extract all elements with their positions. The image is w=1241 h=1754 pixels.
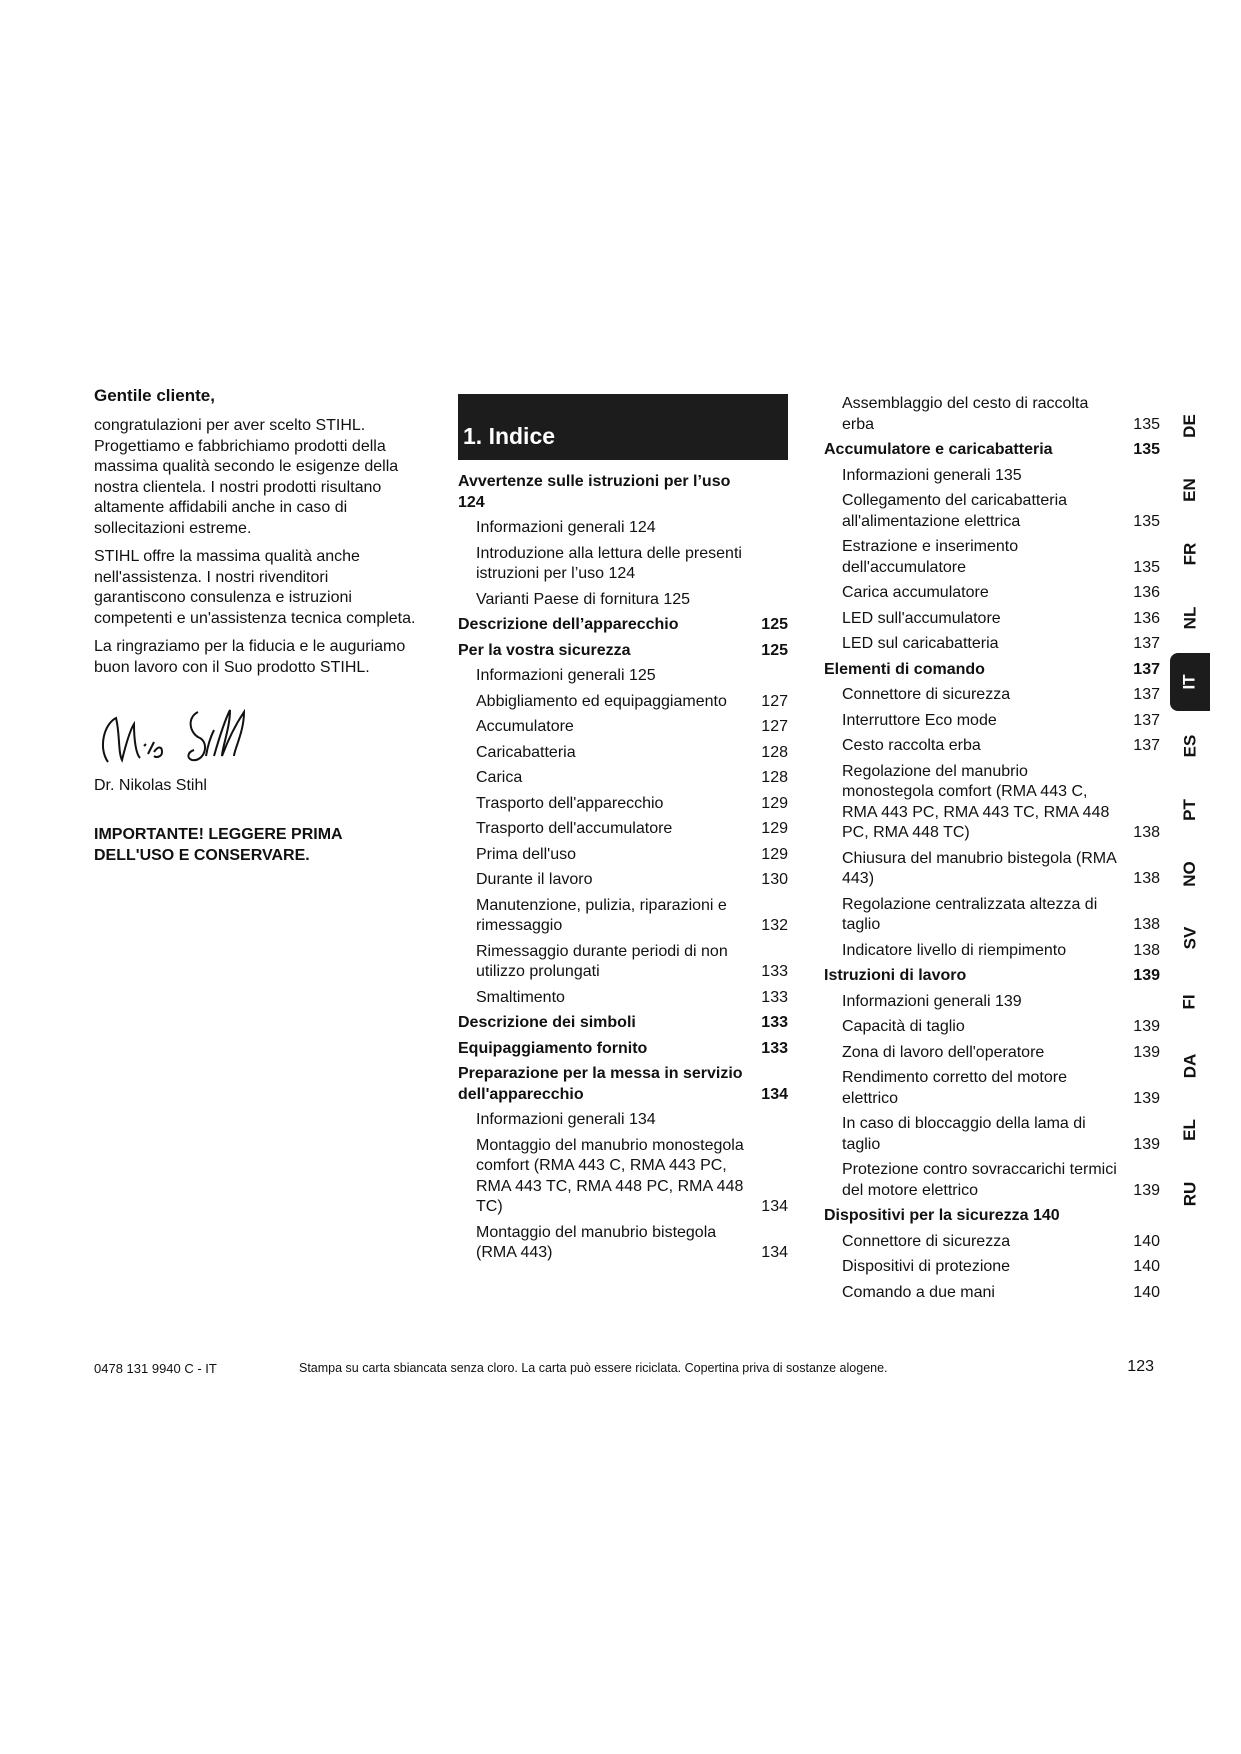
language-tab-fi[interactable]: [1170, 970, 1210, 1034]
toc-entry-page: 135: [1133, 512, 1160, 530]
toc-entry-title: Durante il lavoro: [476, 871, 593, 888]
toc-entry-page: 135: [1133, 558, 1160, 576]
toc-entry-page: 129: [761, 845, 788, 863]
toc-entry-page: 132: [761, 917, 788, 934]
toc-entry-page: 138: [1133, 916, 1160, 933]
toc-entry: [824, 762, 1160, 844]
index-title: 1. Indice: [458, 394, 788, 460]
toc-entry-page: 134: [761, 1085, 788, 1103]
toc-entry-title: Zona di lavoro dell'operatore: [842, 1043, 1045, 1061]
toc-entry: [458, 819, 788, 840]
toc-entry-title: Montaggio del manubrio bistegola (RMA 443): [476, 1223, 717, 1261]
toc-entry: [824, 941, 1160, 962]
toc-entry: [458, 615, 788, 636]
toc-entry-page: 139: [1133, 1181, 1160, 1199]
language-tab-da[interactable]: [1170, 1034, 1210, 1098]
toc-entry-title: Trasporto dell'accumulatore: [476, 820, 673, 837]
toc-entry-page: 129: [761, 820, 788, 837]
toc-entry: [824, 1160, 1160, 1201]
toc-entry-title: Connettore di sicurezza: [842, 686, 1011, 703]
toc-entry-title: Caricabatteria: [476, 743, 576, 761]
toc-entry-title: Accumulatore e caricabatteria: [824, 441, 1053, 458]
toc-entry-title: Rendimento corretto del motore elettrico: [842, 1069, 1067, 1107]
toc-entry: [824, 634, 1160, 655]
language-tab-label: FR: [1179, 542, 1199, 566]
toc-entry: [824, 711, 1160, 732]
toc-entry: [824, 736, 1160, 757]
welcome-letter: [94, 386, 424, 866]
toc-entry-title: Smaltimento: [476, 988, 565, 1006]
toc-entry-title: Avvertenze sulle istruzioni per l’uso 124: [458, 473, 731, 511]
toc-entry: [458, 472, 788, 513]
toc-entry-page: 137: [1133, 686, 1160, 703]
toc-entry-title: Regolazione centralizzata altezza di taglio: [842, 895, 1098, 933]
toc-entry-page: 136: [1133, 609, 1160, 627]
language-tab-label: PT: [1179, 799, 1199, 821]
letter-paragraph: congratulazioni per aver scelto STIHL. Progettiamo e fabbrichiamo prodotti della massima qualità secondo le esigenze della nostra clientela. I nostri prodotti risultano altamente affidabili anche in caso di sollecitazioni estreme.: [94, 417, 399, 537]
toc-entry-title: Abbigliamento ed equipaggiamento: [476, 692, 727, 710]
toc-entry-title: Informazioni generali 125: [476, 667, 656, 684]
toc-entry: [824, 1017, 1160, 1038]
toc-entry: [458, 743, 788, 764]
toc-entry-page: 133: [761, 963, 788, 980]
toc-entry-title: Informazioni generali 124: [476, 519, 656, 536]
document-code: 0478 131 9940 C - IT: [94, 1361, 217, 1376]
toc-entry-page: 139: [1133, 1018, 1160, 1035]
toc-entry: [824, 609, 1160, 630]
language-tab-ru[interactable]: [1170, 1162, 1210, 1226]
toc-entry-title: Interruttore Eco mode: [842, 711, 997, 729]
language-tab-fr[interactable]: [1170, 522, 1210, 586]
language-tab-label: EN: [1180, 478, 1199, 502]
language-tab-no[interactable]: [1170, 842, 1210, 906]
index-column-1: [458, 394, 788, 1269]
toc-entry-title: Equipaggiamento fornito: [458, 1039, 648, 1057]
toc-entry-title: In caso di bloccaggio della lama di taglio: [842, 1115, 1086, 1153]
toc-entry: [824, 440, 1160, 461]
language-tab-label: DA: [1180, 1053, 1199, 1079]
toc-entry-page: 140: [1133, 1283, 1160, 1301]
toc-entry-page: 135: [1133, 441, 1160, 458]
language-tab-label: DE: [1180, 414, 1199, 438]
toc-entry-page: 128: [761, 769, 788, 786]
language-tab-en[interactable]: [1170, 458, 1210, 522]
toc-entry-title: Regolazione del manubrio monostegola comfort (RMA 443 C, RMA 443 PC, RMA 443 TC, RMA 448 PC, RMA 448 TC): [842, 762, 1110, 841]
toc-entry-title: Accumulatore: [476, 718, 574, 735]
language-tab-label: RU: [1180, 1181, 1199, 1207]
toc-entry-page: 137: [1133, 635, 1160, 652]
toc-entry-title: Prima dell'uso: [476, 845, 576, 863]
toc-entry-title: Istruzioni di lavoro: [824, 967, 967, 984]
toc-entry: [458, 1013, 788, 1034]
language-tab-label: SV: [1180, 926, 1199, 950]
language-tab-nl[interactable]: [1170, 586, 1210, 650]
toc-entry: [824, 394, 1160, 435]
language-tab-label: NL: [1179, 606, 1199, 630]
toc-entry-page: 137: [1133, 660, 1160, 678]
toc-entry: [824, 491, 1160, 532]
toc-entry: [824, 1068, 1160, 1109]
toc-entry-title: Dispositivi per la sicurezza 140: [824, 1207, 1060, 1224]
toc-entry-title: Per la vostra sicurezza: [458, 641, 631, 659]
toc-entry-title: Estrazione e inserimento dell'accumulatore: [842, 538, 1019, 576]
toc-entry-page: 125: [761, 641, 788, 659]
toc-entry-page: 129: [761, 794, 788, 812]
toc-entry: [824, 1232, 1160, 1253]
toc-entry-title: Comando a due mani: [842, 1283, 995, 1301]
toc-entry: [458, 1110, 788, 1131]
toc-entry: [458, 942, 788, 983]
toc-entry: [824, 849, 1160, 890]
toc-entry-page: 130: [761, 871, 788, 888]
toc-entry-title: Dispositivi di protezione: [842, 1258, 1011, 1275]
index-column-2: [824, 394, 1160, 1308]
toc-entry-title: LED sul caricabatteria: [842, 635, 999, 652]
toc-entry-page: 140: [1133, 1232, 1160, 1250]
toc-entry: [824, 1043, 1160, 1064]
index-entries: [458, 472, 788, 1264]
signer-name: Dr. Nikolas Stihl: [94, 777, 207, 794]
toc-entry-title: Montaggio del manubrio monostegola comfort (RMA 443 C, RMA 443 PC, RMA 443 TC, RMA 448 PC, RMA 448 TC): [476, 1136, 744, 1215]
toc-entry-page: 133: [761, 988, 788, 1006]
toc-entry-title: Capacità di taglio: [842, 1018, 965, 1035]
print-note: Stampa su carta sbiancata senza cloro. La carta può essere riciclata. Copertina priva di sostanze alogene.: [299, 1361, 888, 1375]
toc-entry: [458, 870, 788, 891]
toc-entry: [824, 583, 1160, 604]
language-tab-label: ES: [1180, 734, 1199, 758]
toc-entry: [458, 1136, 788, 1218]
toc-entry-title: Trasporto dell'apparecchio: [476, 794, 664, 812]
toc-entry-title: Carica: [476, 769, 523, 786]
toc-entry-title: Indicatore livello di riempimento: [842, 941, 1067, 959]
toc-entry-title: Informazioni generali 134: [476, 1111, 656, 1128]
toc-entry: [824, 1206, 1160, 1227]
toc-entry: [458, 717, 788, 738]
toc-entry-title: Assemblaggio del cesto di raccolta erba: [842, 395, 1089, 433]
toc-entry-title: Collegamento del caricabatteria all'alimentazione elettrica: [842, 492, 1068, 530]
toc-entry-title: Descrizione dei simboli: [458, 1014, 636, 1031]
toc-entry: [458, 845, 788, 866]
toc-entry-title: Preparazione per la messa in servizio dell'apparecchio: [458, 1065, 743, 1103]
toc-entry-title: Cesto raccolta erba: [842, 737, 981, 754]
toc-entry: [824, 992, 1160, 1013]
toc-entry-title: Manutenzione, pulizia, riparazioni e rimessaggio: [476, 896, 727, 934]
toc-entry-title: Introduzione alla lettura delle presenti istruzioni per l’uso 124: [476, 544, 742, 582]
toc-entry: [824, 895, 1160, 936]
language-tab-sv[interactable]: [1170, 906, 1210, 970]
language-tab-el[interactable]: [1170, 1098, 1210, 1162]
toc-entry: [458, 666, 788, 687]
important-notice: IMPORTANTE! LEGGERE PRIMA DELL'USO E CONSERVARE.: [94, 826, 342, 864]
toc-entry-page: 138: [1133, 824, 1160, 841]
language-tab-es[interactable]: [1170, 714, 1210, 778]
toc-entry: [824, 1257, 1160, 1278]
toc-entry-page: 139: [1133, 967, 1160, 984]
toc-entry: [458, 518, 788, 539]
language-tab-pt[interactable]: [1170, 778, 1210, 842]
toc-entry: [824, 1283, 1160, 1304]
toc-entry: [824, 1114, 1160, 1155]
language-tab-de[interactable]: [1170, 394, 1210, 458]
toc-entry-title: Informazioni generali 135: [842, 466, 1022, 484]
toc-entry-title: Elementi di comando: [824, 660, 985, 678]
toc-entry: [458, 1223, 788, 1264]
toc-entry-page: 138: [1133, 941, 1160, 959]
toc-entry: [458, 544, 788, 585]
toc-entry-page: 133: [761, 1014, 788, 1031]
language-tab-label: IT: [1179, 674, 1199, 690]
toc-entry-page: 136: [1133, 584, 1160, 601]
index-entries: [824, 394, 1160, 1303]
toc-entry: [458, 896, 788, 937]
toc-entry: [824, 685, 1160, 706]
toc-entry: [824, 660, 1160, 681]
toc-entry-title: Varianti Paese di fornitura 125: [476, 590, 691, 608]
toc-entry-page: 139: [1133, 1043, 1160, 1061]
toc-entry-page: 139: [1133, 1135, 1160, 1153]
toc-entry: [458, 590, 788, 611]
toc-entry-page: 137: [1133, 737, 1160, 754]
toc-entry-title: Connettore di sicurezza: [842, 1232, 1011, 1250]
signature-image: [94, 704, 264, 774]
language-tab-label: FI: [1179, 994, 1199, 1010]
toc-entry-page: 125: [761, 616, 788, 633]
page-footer: [94, 1358, 1154, 1382]
language-tab-label: NO: [1180, 861, 1199, 887]
toc-entry-page: 128: [761, 743, 788, 761]
toc-entry: [458, 988, 788, 1009]
toc-entry: [824, 537, 1160, 578]
toc-entry-page: 133: [761, 1039, 788, 1057]
page-number: 123: [1127, 1358, 1154, 1375]
toc-entry: [458, 794, 788, 815]
toc-entry-page: 134: [761, 1198, 788, 1215]
toc-entry-page: 138: [1133, 870, 1160, 887]
toc-entry-title: Rimessaggio durante periodi di non utilizzo prolungati: [476, 942, 728, 980]
letter-paragraph: La ringraziamo per la fiducia e le auguriamo buon lavoro con il Suo prodotto STIHL.: [94, 638, 406, 676]
toc-entry-title: Informazioni generali 139: [842, 992, 1022, 1010]
toc-entry-page: 127: [761, 692, 788, 710]
toc-entry-page: 137: [1133, 711, 1160, 729]
toc-entry-title: Descrizione dell’apparecchio: [458, 616, 679, 633]
greeting: Gentile cliente,: [94, 386, 215, 405]
language-tabs: [1170, 394, 1210, 1226]
toc-entry-title: Protezione contro sovraccarichi termici del motore elettrico: [842, 1161, 1117, 1199]
toc-entry: [824, 466, 1160, 487]
toc-entry: [458, 1064, 788, 1105]
toc-entry-title: Carica accumulatore: [842, 584, 989, 601]
toc-entry: [458, 692, 788, 713]
language-tab-label: EL: [1179, 1119, 1199, 1141]
toc-entry: [458, 641, 788, 662]
letter-paragraph: STIHL offre la massima qualità anche nell'assistenza. I nostri rivenditori garantiscono consulenza e istruzioni competenti e un'assistenza tecnica completa.: [94, 548, 416, 627]
toc-entry-page: 140: [1133, 1258, 1160, 1275]
toc-entry: [458, 768, 788, 789]
toc-entry-page: 134: [761, 1244, 788, 1261]
toc-entry: [824, 966, 1160, 987]
language-tab-it[interactable]: [1170, 653, 1210, 711]
toc-entry-title: LED sull'accumulatore: [842, 609, 1001, 627]
toc-entry-page: 139: [1133, 1089, 1160, 1107]
toc-entry-title: Chiusura del manubrio bistegola (RMA 443): [842, 849, 1116, 887]
toc-entry-page: 127: [761, 718, 788, 735]
toc-entry: [458, 1039, 788, 1060]
toc-entry-page: 135: [1133, 415, 1160, 433]
